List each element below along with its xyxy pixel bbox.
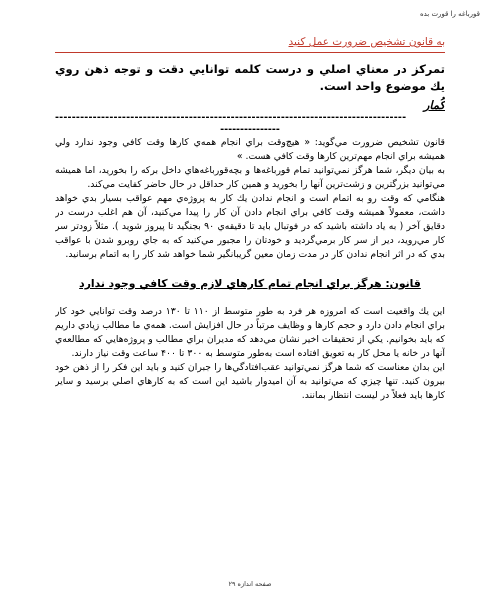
paragraph: هنگامي که وقت رو به اتمام است و انجام ندادن يك كار به پروژه‌ي مهم عواقب بسيار بدي خواهد داشت، معمولاً هميشه وقت کافي براي انجام دادن آن کار را پيدا مي‌کنيد، آن هم اغلب درست در دقايق آخر ( به ياد داشته باشيد که در فوتبال بايد تا دقيقه‌ي ۹۰ بجنگيد تا پيروز شويد ). مثلاً زودتر سر کار مي‌رويد، دير از سر کار برمي‌گرديد و خودتان را مجبور مي‌کنيد که به جاي روبرو شدن با عواقب بدي که در اثر انجام ندادن کار در مدت زمان معين گريبانگير شما خواهد شد کار را به اتمام برسانيد. (55, 193, 445, 260)
focus-note: تمرکز در معناي اصلي و درست کلمه توانايي دقت و توجه ذهن روي يك موضوع واحد است. (55, 62, 445, 93)
paragraph: اين بدان معناست که شما هرگز نمي‌توانيد عقب‌افتادگي‌ها را جبران کنيد و بايد اين فکر را از ذهن خود بيرون کنيد. تنها چيزي که مي‌توانيد به آن اميدوار باشيد اين است که به کارهاي اصلي برسيد و ساير کارها بايد فعلاً در ليست انتظار بمانند. (55, 362, 445, 401)
divider-line: ------------------------------------------------------------------------------------ (55, 112, 407, 123)
page-header: قورباغه را قورت بده (419, 10, 480, 18)
document-body (55, 36, 445, 572)
section-title: قانون: هرگز براي انجام تمام کارهاي لازم وقت کافي وجود ندارد (79, 277, 421, 290)
author-name: کُمار (423, 98, 445, 112)
paragraph: اين يك واقعيت است که امروزه هر فرد به طور متوسط از ۱۱۰ تا ۱۳۰ درصد وقت توانايي خود کار براي انجام دادن دارد و حجم کارها و وظايف مرتباً در حال افزايش است. همه‌ي ما مطالب زيادي داريم که بايد بخوانيم. يکي از تحقيقات اخير نشان مي‌دهد که مديران براي مطالب و پروژه‌هايي که مطالعه‌ي آنها در خانه يا محل کار به تعويق افتاده است به‌طور متوسط به ۳۰۰ تا ۴۰۰ ساعت وقت نياز دارند. (55, 306, 445, 359)
heading-link[interactable]: به قانون تشخيص ضرورت عمل کنيد (55, 36, 445, 53)
page-number: صفحه اندازه ۲۹ (228, 580, 272, 588)
paragraph: قانون تشخيص ضرورت مي‌گويد: « هيچ‌وقت براي انجام همه‌ي کارها وقت کافي وجود ندارد ولي هميشه براي انجام مهم‌ترين کارها وقت کافي هست. » (55, 137, 445, 162)
divider-line-short: --------------- (220, 124, 280, 135)
paragraph: به بيان ديگر، شما هرگز نمي‌توانيد تمام قورباغه‌ها و بچه‌قورباغه‌هاي داخل برکه را بخوريد، اما هميشه مي‌توانيد بزرگترين و زشت‌ترين آنها را بخوريد و همين کار حداقل در حال حاضر کفايت مي‌کند. (55, 165, 445, 190)
